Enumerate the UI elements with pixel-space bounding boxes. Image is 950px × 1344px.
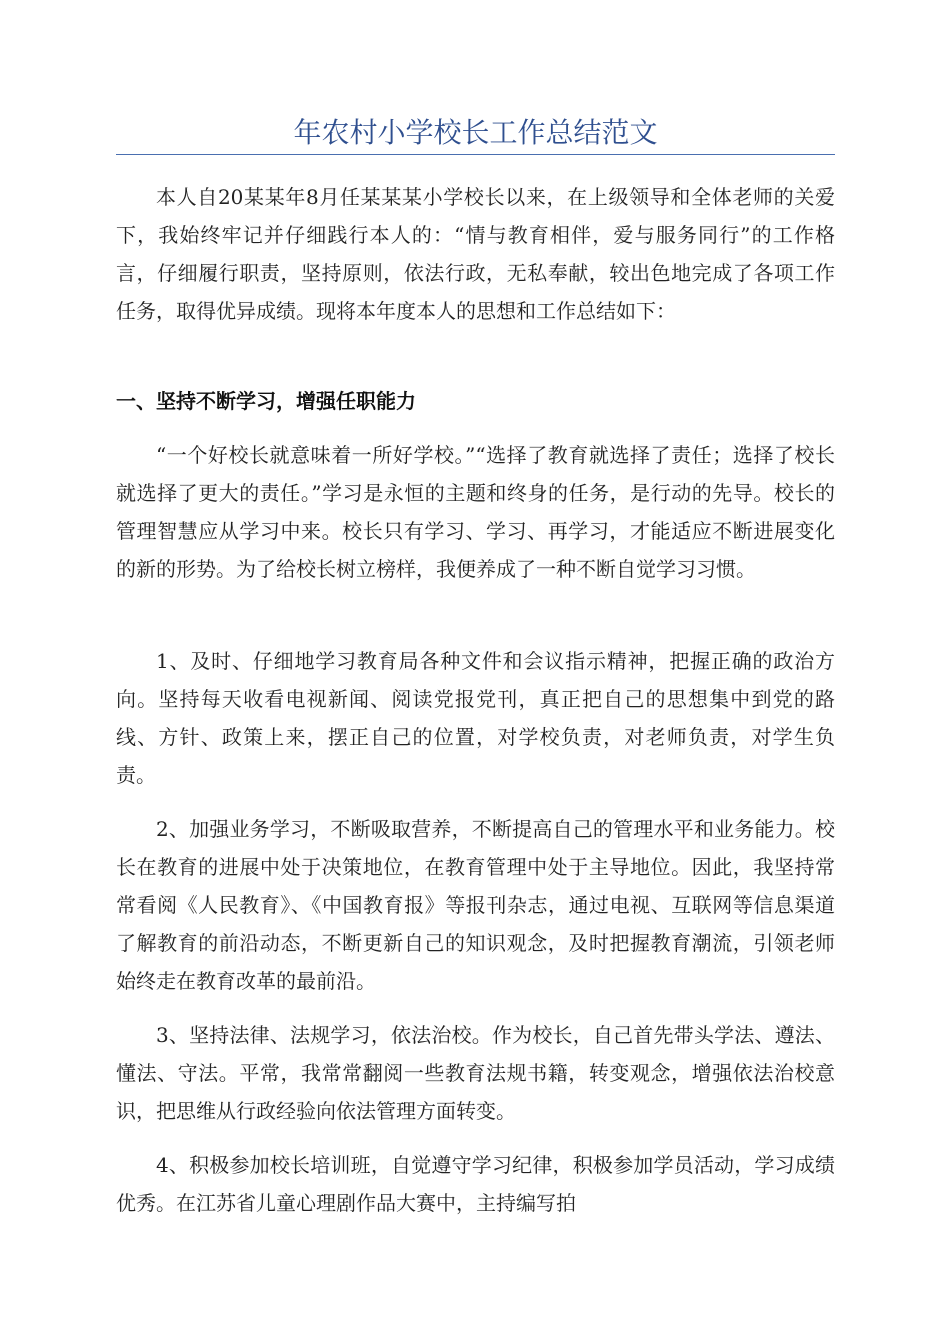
list-item-4: 4、积极参加校长培训班，自觉遵守学习纪律，积极参加学员活动，学习成绩优秀。在江苏省儿童心理剧作品大赛中，主持编写拍	[116, 1153, 835, 1215]
list-item-1: 1、及时、仔细地学习教育局各种文件和会议指示精神，把握正确的政治方向。坚持每天收看电视新闻、阅读党报党刊，真正把自己的思想集中到党的路线、方针、政策上来，摆正自己的位置，对学校负责，对老师负责，对学生负责。	[116, 649, 835, 787]
intro-paragraph: 本人自20某某年8月任某某某小学校长以来，在上级领导和全体老师的关爱下，我始终牢记并仔细践行本人的：“情与教育相伴，爱与服务同行”的工作格言，仔细履行职责，坚持原则，依法行政，无私奉献，较出色地完成了各项工作任务，取得优异成绩。现将本年度本人的思想和工作总结如下：	[116, 185, 835, 323]
section1-paragraph: “一个好校长就意味着一所好学校。”“选择了教育就选择了责任；选择了校长就选择了更大的责任。”学习是永恒的主题和终身的任务，是行动的先导。校长的管理智慧应从学习中来。校长只有学习、学习、再学习，才能适应不断进展变化的新的形势。为了给校长树立榜样，我便养成了一种不断自觉学习习惯。	[116, 443, 835, 581]
title-underline	[116, 154, 835, 155]
list-item-3: 3、坚持法律、法规学习，依法治校。作为校长，自己首先带头学法、遵法、懂法、守法。平常，我常常翻阅一些教育法规书籍，转变观念，增强依法治校意识，把思维从行政经验向依法管理方面转变。	[116, 1023, 835, 1123]
section-heading-1: 一、坚持不断学习，增强任职能力	[116, 389, 416, 413]
document-title: 年农村小学校长工作总结范文	[293, 116, 658, 149]
list-item-2: 2、加强业务学习，不断吸取营养，不断提高自己的管理水平和业务能力。校长在教育的进展中处于决策地位，在教育管理中处于主导地位。因此，我坚持常常看阅《人民教育》、《中国教育报》等报刊杂志，通过电视、互联网等信息渠道了解教育的前沿动态，不断更新自己的知识观念，及时把握教育潮流，引领老师始终走在教育改革的最前沿。	[116, 817, 835, 993]
